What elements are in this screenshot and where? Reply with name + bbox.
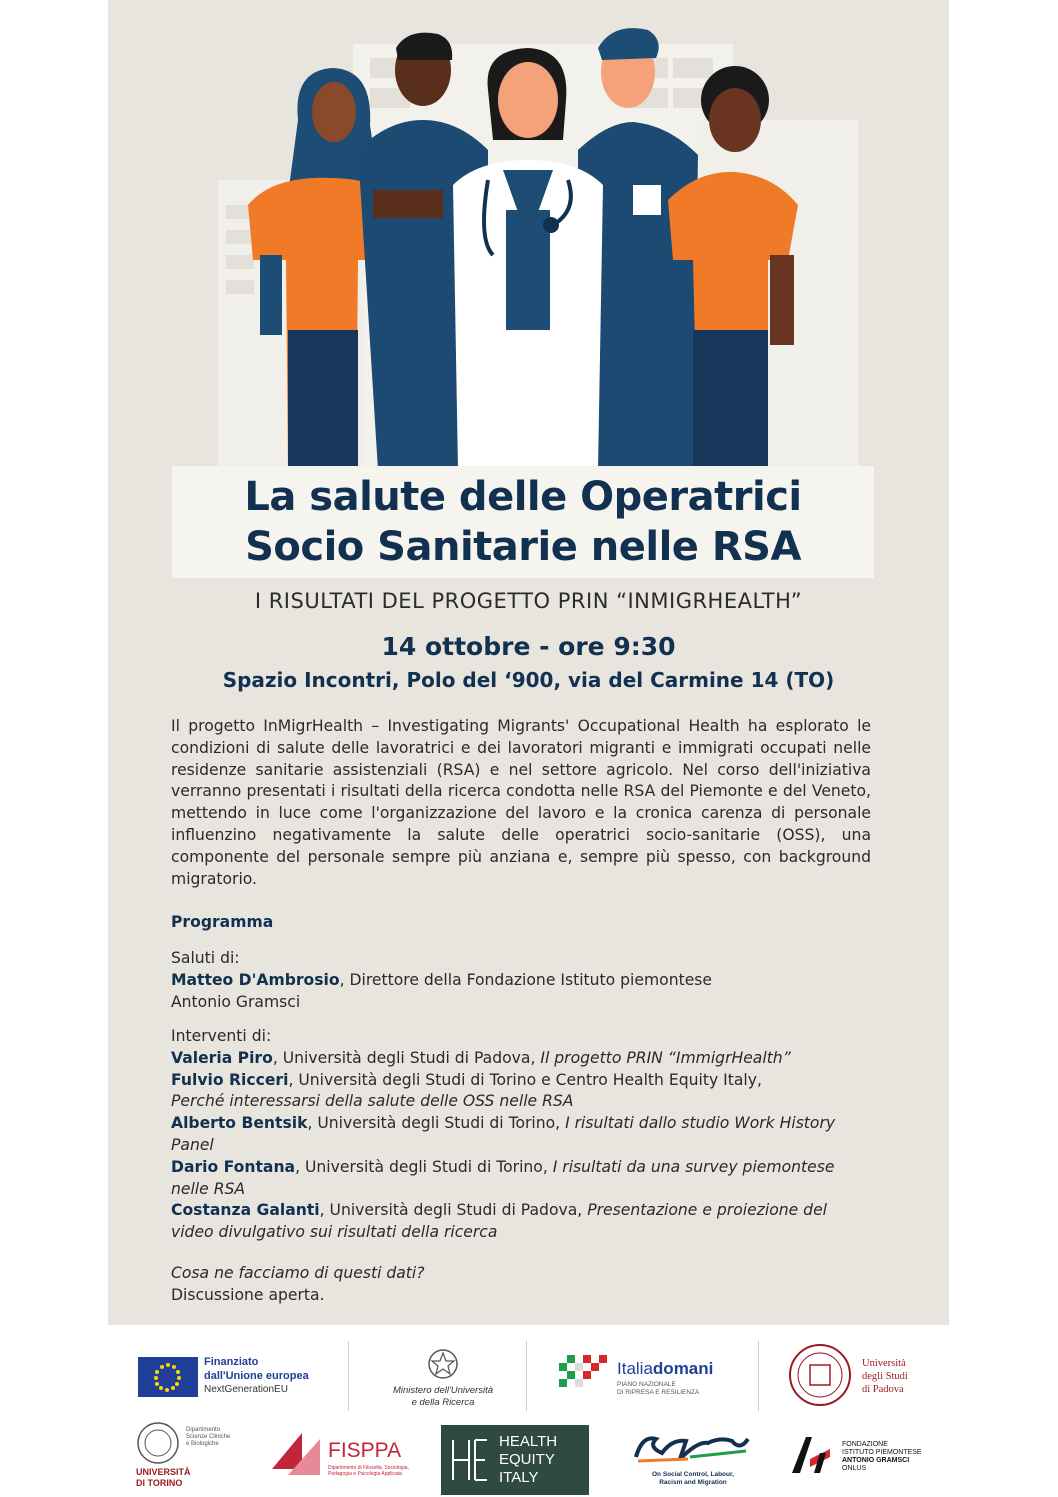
gramsci-line-1: FONDAZIONE bbox=[842, 1441, 888, 1448]
sg-line-2: Racism and Migration bbox=[659, 1479, 727, 1486]
unito-dept-1: Dipartimento bbox=[186, 1427, 221, 1433]
ministero-line-2: e della Ricerca bbox=[411, 1397, 475, 1408]
unito-line-1: UNIVERSITÀ bbox=[136, 1467, 191, 1477]
italia-text: Italia bbox=[617, 1359, 653, 1378]
gramsci-line-2: ISTITUTO PIEMONTESE bbox=[842, 1449, 922, 1456]
eu-logo bbox=[138, 1355, 338, 1399]
eu-line-1: Finanziato bbox=[204, 1356, 259, 1368]
speaker-affiliation: , Università degli Studi di Torino, bbox=[295, 1157, 553, 1176]
gramsci-mark-icon bbox=[786, 1429, 836, 1479]
talk-entry bbox=[171, 1157, 871, 1201]
eu-flag-icon bbox=[138, 1357, 198, 1397]
he-monogram-icon bbox=[449, 1438, 489, 1482]
health-equity-italy-logo bbox=[441, 1425, 589, 1495]
unito-dept-3: e Biologiche bbox=[186, 1441, 219, 1447]
subtitle: I RISULTATI DEL PROGETTO PRIN “INMIGRHEALTH” bbox=[254, 589, 803, 613]
greeting-name: Matteo D'Ambrosio bbox=[171, 970, 340, 989]
talk-entry bbox=[171, 1070, 871, 1114]
speaker-affiliation: , Università degli Studi di Torino, bbox=[307, 1114, 566, 1133]
speaker-name: Costanza Galanti bbox=[171, 1201, 320, 1220]
talk-title: Presentazione e proiezione del video divulgativo sui risultati della ricerca bbox=[171, 1201, 828, 1242]
unipd-line-2: degli Studi bbox=[862, 1371, 908, 1382]
fisppa-sub-1: Dipartimento di Filosofia, Sociologia, bbox=[328, 1465, 409, 1471]
italia-sub-1: PIANO NAZIONALE bbox=[617, 1381, 676, 1388]
intro-paragraph: Il progetto InMigrHealth – Investigating Migrants' Occupational Health ha esplorato le condizioni di salute delle lavoratrici e dei lavoratori migranti e immigrati occupati nelle residenze sanitarie assistenziali (RSA) e nel settore agricolo. Nel corso dell'iniziativa verranno presentati i risultati della ricerca condotta nelle RSA del Piemonte e del Veneto, mettendo in luce come l'organizzazione del lavoro e la cronica carenza di personale influenzino negativamente la salute delle operatrici socio-sanitarie (OSS), una componente del personale sempre più anziana e, sempre più spesso, con background migratorio. bbox=[171, 717, 871, 888]
unipd-seal-icon bbox=[788, 1343, 852, 1407]
italian-emblem-icon bbox=[426, 1347, 460, 1381]
program-heading: Programma bbox=[171, 913, 274, 931]
unipd-logo bbox=[788, 1343, 938, 1413]
unito-line-2: DI TORINO bbox=[136, 1478, 183, 1488]
talk-title: Perché interessarsi della salute delle OSS nelle RSA bbox=[171, 1092, 574, 1111]
closing-question: Cosa ne facciamo di questi dati? bbox=[171, 1264, 425, 1282]
closing-block bbox=[171, 1263, 871, 1307]
greeting-entry bbox=[171, 970, 871, 992]
ministero-logo bbox=[378, 1347, 508, 1407]
he-line-2: EQUITY bbox=[499, 1451, 555, 1468]
speaker-name: Valeria Piro bbox=[171, 1048, 273, 1067]
unipd-line-3: di Padova bbox=[862, 1384, 904, 1395]
talk-entry bbox=[171, 1113, 871, 1157]
speaker-name: Fulvio Ricceri bbox=[171, 1070, 289, 1089]
ministero-line-1: Ministero dell'Università bbox=[392, 1385, 493, 1396]
talks-block bbox=[171, 1026, 871, 1244]
healthcare-workers-illustration bbox=[108, 0, 949, 470]
eu-line-2: dall'Unione europea bbox=[204, 1370, 309, 1382]
slanting-gaze-wordmark-icon bbox=[628, 1429, 754, 1467]
unito-seal-icon bbox=[136, 1421, 180, 1465]
unito-dept-2: Scienze Cliniche bbox=[186, 1434, 231, 1440]
sg-line-1: On Social Control, Labour, bbox=[652, 1471, 734, 1478]
event-venue: Spazio Incontri, Polo del ‘900, via del Carmine 14 (TO) bbox=[222, 668, 835, 692]
talk-title: I risultati da una survey piemontese nelle RSA bbox=[171, 1157, 835, 1198]
he-line-1: HEALTH bbox=[499, 1433, 558, 1450]
he-line-3: ITALY bbox=[499, 1469, 539, 1486]
talk-entry bbox=[171, 1200, 871, 1244]
event-date: 14 ottobre - ore 9:30 bbox=[381, 632, 676, 661]
closing-discussion: Discussione aperta. bbox=[171, 1285, 325, 1304]
speaker-affiliation: , Università degli Studi di Padova, bbox=[319, 1201, 588, 1220]
gramsci-line-3: ANTONIO GRAMSCI bbox=[842, 1457, 910, 1464]
page-title-line-1: La salute delle Operatrici bbox=[244, 474, 802, 520]
slanting-gaze-logo bbox=[628, 1429, 758, 1495]
unipd-line-1: Università bbox=[862, 1358, 906, 1369]
fisppa-logo bbox=[268, 1429, 418, 1489]
eu-line-3: NextGenerationEU bbox=[204, 1384, 288, 1395]
unito-logo bbox=[136, 1421, 246, 1491]
speaker-affiliation: , Università degli Studi di Padova, bbox=[272, 1048, 541, 1067]
domani-text: domani bbox=[652, 1359, 714, 1378]
speaker-name: Alberto Bentsik bbox=[171, 1114, 308, 1133]
talk-title: I risultati dallo studio Work History Panel bbox=[171, 1114, 836, 1154]
greetings-label: Saluti di: bbox=[171, 949, 240, 967]
speaker-affiliation: , Università degli Studi di Torino e Centro Health Equity Italy, bbox=[288, 1070, 762, 1089]
gramsci-line-4: ONLUS bbox=[842, 1465, 867, 1472]
fisppa-sub-2: Pedagogia e Psicologia Applicata bbox=[328, 1471, 402, 1477]
talks-label: Interventi di: bbox=[171, 1027, 272, 1045]
gramsci-logo bbox=[786, 1429, 946, 1489]
talk-entry bbox=[171, 1048, 871, 1070]
fisppa-text: FISPPA bbox=[328, 1439, 402, 1462]
fisppa-shape-icon bbox=[268, 1429, 326, 1479]
speaker-name: Dario Fontana bbox=[171, 1157, 296, 1176]
greeting-role: , Direttore della Fondazione Istituto piemontese bbox=[339, 970, 713, 989]
greeting-role-cont: Antonio Gramsci bbox=[171, 992, 301, 1011]
page-title-line-2: Socio Sanitarie nelle RSA bbox=[245, 524, 801, 570]
talk-title: Il progetto PRIN “ImmigrHealth” bbox=[540, 1048, 791, 1067]
italia-pixel-icon bbox=[553, 1351, 613, 1397]
italia-sub-2: DI RIPRESA E RESILIENZA bbox=[617, 1389, 700, 1396]
greetings-block bbox=[171, 948, 871, 1013]
italiadomani-logo bbox=[553, 1351, 743, 1401]
sponsor-logos bbox=[108, 1325, 949, 1497]
